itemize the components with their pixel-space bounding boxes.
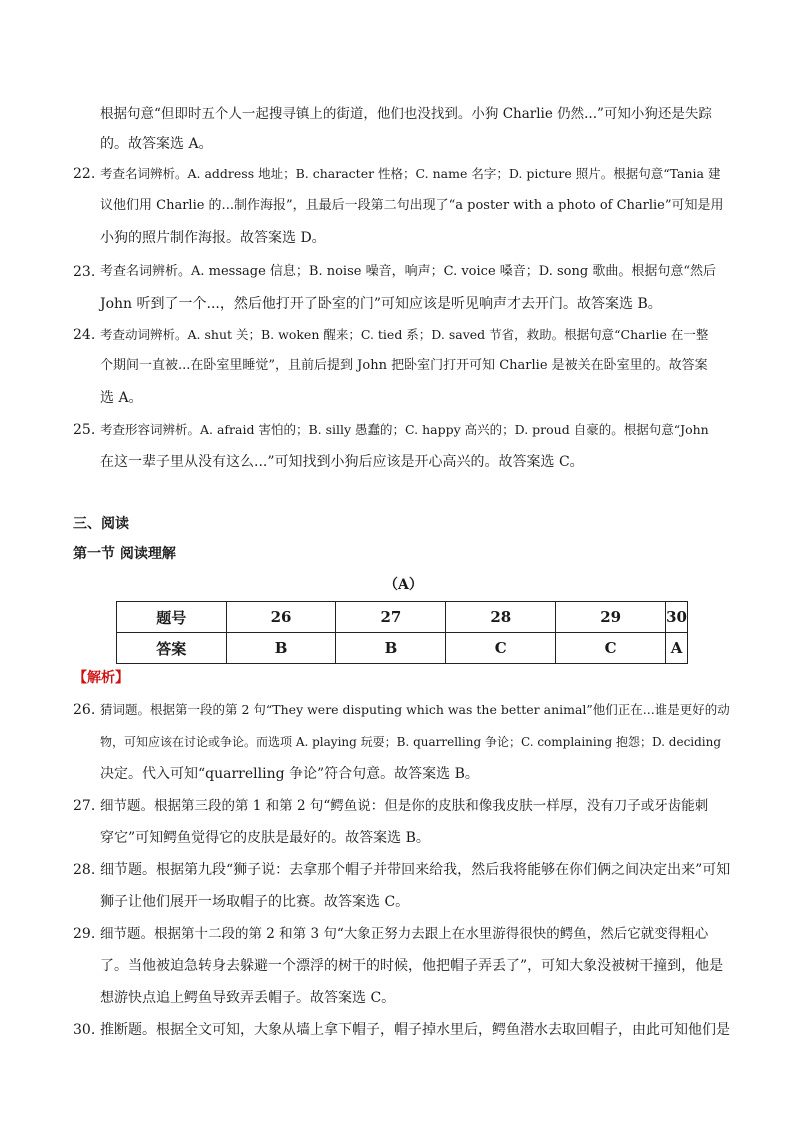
question-number: 28. xyxy=(73,862,96,878)
table-cell: 26 xyxy=(226,602,336,633)
question-number: 29. xyxy=(73,926,96,942)
question-number: 22. xyxy=(73,166,96,182)
subsection-title: 第一节 阅读理解 xyxy=(73,546,176,562)
explanation-line: 穿它”可知鳄鱼觉得它的皮肤是最好的。故答案选 B。 xyxy=(100,830,430,846)
explanation-line: John 听到了一个...，然后他打开了卧室的门”可知应该是听见响声才去开门。故答案选 B。 xyxy=(100,296,662,312)
question-number: 30. xyxy=(73,1022,96,1038)
table-cell: 30 xyxy=(666,602,688,633)
explanation-line: 推断题。根据全文可知，大象从墙上拿下帽子，帽子掉水里后，鳄鱼潜水去取回帽子，由此可知他们是 xyxy=(100,1022,730,1038)
answer-table xyxy=(116,601,688,664)
table-row xyxy=(117,602,688,633)
explanation-line: 了。当他被迫急转身去躲避一个漂浮的树干的时候，他把帽子弄丢了”，可知大象没被树干撞到，他是 xyxy=(100,958,724,974)
explanation-line: 猜词题。根据第一段的第 2 句“They were disputing which was the better animal”他们正在...谁是更好的动 xyxy=(100,702,730,717)
explanation-line: 考查名词辨析。A. message 信息；B. noise 噪音，响声；C. voice 嗓音；D. song 歌曲。根据句意“然后 xyxy=(100,264,716,279)
table-cell: C xyxy=(556,633,666,664)
explanation-line: 议他们用 Charlie 的...制作海报”，且最后一段第二句出现了“a poster with a photo of Charlie”可知是用 xyxy=(100,198,724,213)
question-number: 24. xyxy=(73,327,96,343)
table-caption: （A） xyxy=(384,577,423,593)
explanation-line: 细节题。根据第十二段的第 2 和第 3 句“大象正努力去跟上在水里游得很快的鳄鱼，然后它就变得粗心 xyxy=(100,926,709,942)
section-title: 三、阅读 xyxy=(73,516,129,532)
explanation-line: 考查名词辨析。A. address 地址；B. character 性格；C. name 名字；D. picture 照片。根据句意“Tania 建 xyxy=(100,166,721,181)
question-number: 27. xyxy=(73,798,96,814)
explanation-line: 狮子让他们展开一场取帽子的比赛。故答案选 C。 xyxy=(100,894,410,910)
table-cell: C xyxy=(446,633,556,664)
table-cell: 28 xyxy=(446,602,556,633)
question-number: 25. xyxy=(73,422,96,438)
table-row xyxy=(117,633,688,664)
explanation-line: 个期间一直被...在卧室里睡觉”，且前后提到 John 把卧室门打开可知 Charlie 是被关在卧室里的。故答案 xyxy=(100,358,708,373)
question-number: 23. xyxy=(73,264,96,280)
table-cell: B xyxy=(336,633,446,664)
explanation-line: 细节题。根据第九段“狮子说：去拿那个帽子并带回来给我，然后我将能够在你们俩之间决定出来”可知 xyxy=(100,862,731,878)
explanation-line: 考查形容词辨析。A. afraid 害怕的；B. silly 愚蠢的；C. happy 高兴的；D. proud 自豪的。根据句意“John xyxy=(100,422,709,437)
explanation-line: 选 A。 xyxy=(100,390,143,406)
explanation-line: 决定。代入可知“quarrelling 争论”符合句意。故答案选 B。 xyxy=(100,766,479,782)
explanation-line: 考查动词辨析。A. shut 关；B. woken 醒来；C. tied 系；D. saved 节省，救助。根据句意“Charlie 在一整 xyxy=(100,327,709,342)
table-cell: 27 xyxy=(336,602,446,633)
explanation-line: 细节题。根据第三段的第 1 和第 2 句“鳄鱼说：但是你的皮肤和像我皮肤一样厚，没有刀子或牙齿能刺 xyxy=(100,798,709,814)
table-cell: A xyxy=(666,633,688,664)
explanation-line: 小狗的照片制作海报。故答案选 D。 xyxy=(100,230,326,246)
table-cell: B xyxy=(226,633,336,664)
explanation-line: 物，可知应该在讨论或争论。而选项 A. playing 玩耍；B. quarrelling 争论；C. complaining 抱怨；D. deciding xyxy=(100,735,722,749)
explanation-line: 在这一辈子里从没有这么...”可知找到小狗后应该是开心高兴的。故答案选 C。 xyxy=(100,454,584,470)
table-header-cell: 题号 xyxy=(117,602,227,633)
table-cell: 29 xyxy=(556,602,666,633)
intro-line: 根据句意“但即时五个人一起搜寻镇上的街道，他们也没找到。小狗 Charlie 仍然...”可知小狗还是失踪 xyxy=(100,106,712,122)
question-number: 26. xyxy=(73,702,96,718)
table-header-cell: 答案 xyxy=(117,633,227,664)
explanation-line: 想游快点追上鳄鱼导致弄丢帽子。故答案选 C。 xyxy=(100,990,396,1006)
analysis-label: 【解析】 xyxy=(73,670,129,686)
intro-line: 的。故答案选 A。 xyxy=(100,136,213,152)
